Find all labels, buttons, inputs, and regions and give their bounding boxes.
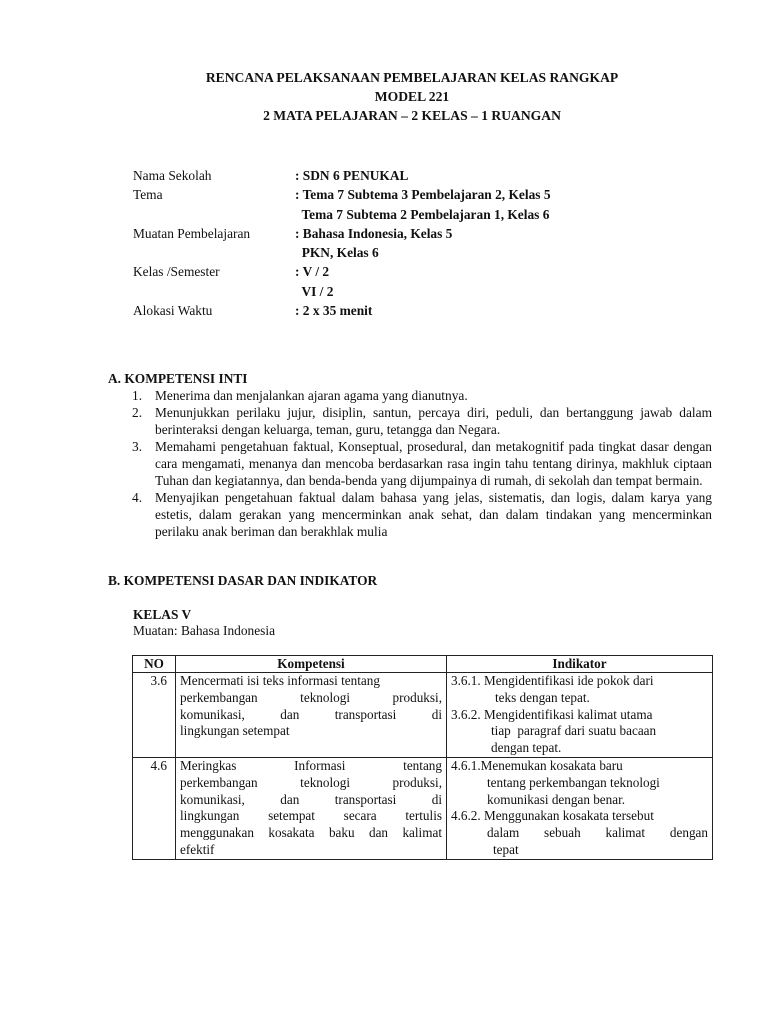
info-label: Alokasi Waktu bbox=[133, 303, 213, 319]
info-row-muatan bbox=[133, 224, 551, 243]
cell-indikator bbox=[447, 673, 713, 758]
kompetensi-line: perkembangan teknologi produksi, bbox=[180, 689, 442, 705]
info-value: : SDN 6 PENUKAL bbox=[295, 168, 409, 183]
title-line-1: RENCANA PELAKSANAAN PEMBELAJARAN KELAS RANGKAP bbox=[205, 70, 619, 85]
indikator-text: teks dengan tepat. bbox=[495, 689, 590, 705]
kompetensi-line: lingkungan setempat secara tertulis bbox=[180, 808, 442, 824]
indikator-text: dalam sebuah kalimat dengan bbox=[487, 825, 708, 841]
muatan-label: Muatan: Bahasa Indonesia bbox=[133, 623, 276, 638]
list-text: Menerima dan menjalankan ajaran agama yang dianutnya. bbox=[155, 388, 468, 403]
info-value: VI / 2 bbox=[295, 283, 334, 299]
list-text: Menunjukkan perilaku jujur, disiplin, santun, percaya diri, peduli, dan bertanggung jawab dalam berinteraksi dengan keluarga, teman, guru, tetangga dan Negara. bbox=[155, 405, 712, 437]
table-row bbox=[133, 757, 713, 859]
info-row-kelas-cont bbox=[133, 282, 551, 301]
identity-block bbox=[133, 166, 551, 320]
document-title bbox=[0, 68, 768, 125]
kompetensi-inti-list bbox=[132, 387, 712, 540]
kompetensi-line: komunikasi, dan transportasi di bbox=[180, 706, 442, 722]
list-number: 2. bbox=[132, 405, 143, 420]
list-item bbox=[132, 404, 712, 438]
list-item bbox=[132, 438, 712, 489]
info-row-tema bbox=[133, 185, 551, 204]
info-row-tema-cont bbox=[133, 205, 551, 224]
indikator-text: dengan tepat. bbox=[491, 740, 562, 756]
kelas-heading: KELAS V bbox=[133, 607, 192, 622]
indikator-text: Mengidentifikasi ide pokok dari bbox=[483, 673, 654, 688]
section-b-heading: B. KOMPETENSI DASAR DAN INDIKATOR bbox=[108, 573, 378, 588]
kompetensi-line: efektif bbox=[180, 841, 215, 857]
info-label: Kelas /Semester bbox=[133, 264, 220, 280]
list-number: 1. bbox=[132, 388, 143, 403]
indikator-item bbox=[451, 707, 708, 724]
kompetensi-line: menggunakan kosakata baku dan kalimat bbox=[180, 825, 442, 841]
info-row-alokasi bbox=[133, 301, 551, 320]
indikator-text: tiap paragraf dari suatu bacaan bbox=[491, 723, 657, 739]
info-value: : Bahasa Indonesia, Kelas 5 bbox=[295, 225, 453, 241]
indikator-text: komunikasi dengan benar. bbox=[487, 791, 626, 807]
indikator-text: tepat bbox=[493, 841, 519, 857]
kompetensi-line: komunikasi, dan transportasi di bbox=[180, 791, 442, 807]
cell-no: 3.6 bbox=[133, 673, 176, 758]
kompetensi-dasar-table bbox=[132, 655, 713, 860]
info-label: Muatan Pembelajaran bbox=[133, 225, 251, 241]
info-row-kelas bbox=[133, 262, 551, 281]
title-line-2: MODEL 221 bbox=[374, 89, 450, 104]
info-value: Tema 7 Subtema 2 Pembelajaran 1, Kelas 6 bbox=[295, 206, 550, 222]
title-line-3: 2 MATA PELAJARAN – 2 KELAS – 1 RUANGAN bbox=[263, 108, 561, 123]
table-header-row bbox=[133, 656, 713, 673]
indikator-code: 4.6.2. bbox=[451, 808, 484, 824]
cell-kompetensi bbox=[176, 757, 447, 859]
table-row bbox=[133, 673, 713, 758]
list-text: Memahami pengetahuan faktual, Konseptual, prosedural, dan metakognitif pada tingkat dasar dengan cara mengamati, menanya dan mencoba berdasarkan rasa ingin tahu tentang dirinya, makhluk ciptaan Tuhan dan kegiatannya, dan benda-benda yang dijumpainya di rumah, di sekolah dan tempat bermain. bbox=[155, 439, 712, 488]
info-row-nama-sekolah bbox=[133, 166, 551, 185]
info-label: Tema bbox=[133, 187, 163, 203]
list-number: 4. bbox=[132, 490, 143, 505]
column-header-no: NO bbox=[133, 656, 176, 673]
info-value: : V / 2 bbox=[295, 264, 330, 280]
kompetensi-line: perkembangan teknologi produksi, bbox=[180, 774, 442, 790]
kompetensi-line: lingkungan setempat bbox=[180, 723, 290, 739]
cell-kompetensi bbox=[176, 673, 447, 758]
info-row-muatan-cont bbox=[133, 243, 551, 262]
list-item bbox=[132, 489, 712, 540]
indikator-text: Mengidentifikasi kalimat utama bbox=[483, 706, 653, 722]
info-value: : Tema 7 Subtema 3 Pembelajaran 2, Kelas 5 bbox=[295, 187, 551, 203]
indikator-text: tentang perkembangan teknologi bbox=[487, 774, 660, 790]
kompetensi-line: Meringkas Informasi tentang bbox=[180, 757, 442, 773]
indikator-text: Menggunakan kosakata tersebut bbox=[483, 808, 654, 824]
list-item bbox=[132, 387, 712, 404]
indikator-item bbox=[451, 673, 708, 690]
kompetensi-line: Mencermati isi teks informasi tentang bbox=[180, 673, 380, 688]
column-header-indikator: Indikator bbox=[447, 656, 713, 673]
indikator-code: 3.6.1. bbox=[451, 673, 484, 688]
cell-indikator bbox=[447, 757, 713, 859]
column-header-kompetensi: Kompetensi bbox=[176, 656, 447, 673]
info-value: : 2 x 35 menit bbox=[295, 303, 373, 319]
info-value: PKN, Kelas 6 bbox=[295, 245, 379, 261]
info-label: Nama Sekolah bbox=[133, 168, 212, 183]
list-text: Menyajikan pengetahuan faktual dalam bahasa yang jelas, sistematis, dan logis, dalam karya yang estetis, dalam gerakan yang mencerminkan anak sehat, dan dalam tindakan yang mencerminkan perilaku anak beriman dan berakhlak mulia bbox=[155, 490, 712, 539]
cell-no: 4.6 bbox=[133, 757, 176, 859]
list-number: 3. bbox=[132, 439, 143, 454]
indikator-item bbox=[451, 808, 708, 825]
indikator-text: Menemukan kosakata baru bbox=[480, 757, 623, 773]
indikator-code: 4.6.1. bbox=[451, 757, 481, 773]
indikator-item bbox=[451, 758, 708, 775]
section-a-heading: A. KOMPETENSI INTI bbox=[108, 371, 248, 386]
indikator-code: 3.6.2. bbox=[451, 706, 484, 722]
